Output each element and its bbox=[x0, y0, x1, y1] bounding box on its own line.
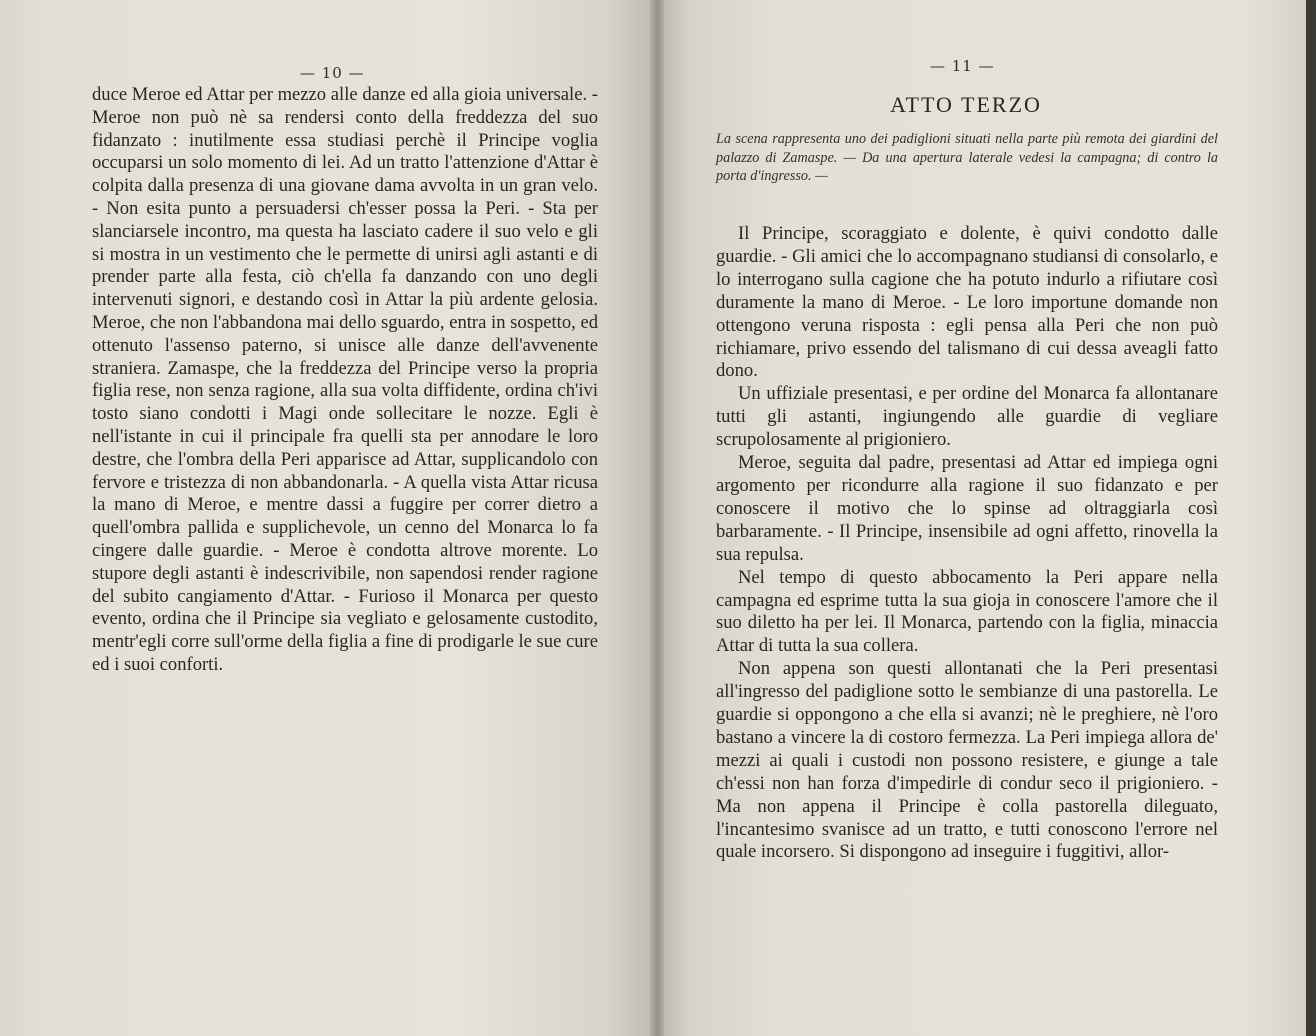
body-text bbox=[716, 223, 1218, 864]
paragraph: Il Principe, scoraggiato e dolente, è quivi condotto dalle guardie. - Gli amici che lo accompagnano studiansi di consolarlo, e lo interrogano sulla cagione che ha potuto indurlo a rifiutare così duramente la mano di Meroe. - Le loro importune domande non ottengono veruna risposta : egli pensa alla Peri che non può richiamare, privo essendo del talismano di cui dessa aveagli fatto dono. bbox=[716, 223, 1218, 382]
body-text bbox=[92, 84, 598, 677]
page-edge bbox=[1306, 0, 1316, 1036]
paragraph: Nel tempo di questo abbocamento la Peri appare nella campagna ed esprime tutta la sua gioja in conoscere l'amore che il suo diletto ha per lei. Il Monarca, partendo con la figlia, minaccia Attar di tutta la sua collera. bbox=[716, 566, 1218, 657]
act-heading: ATTO TERZO bbox=[890, 92, 1042, 117]
paragraph: Meroe, seguita dal padre, presentasi ad Attar ed impiega ogni argomento per ricondurre alla ragione il suo fidanzato e per conoscere il motivo che lo spinse ad oltraggiarla così barbaramente. - Il Principe, insensibile ad ogni affetto, rinovella la sua repulsa. bbox=[716, 452, 1218, 565]
paragraph: duce Meroe ed Attar per mezzo alle danze ed alla gioia universale. - Meroe non può nè sa rendersi conto della freddezza del suo fidanzato : inutilmente essa studiasi perchè il Principe voglia occuparsi un solo momento di lei. Ad un tratto l'attenzione d'Attar è colpita dalla presenza di una giovane dama avvolta in un gran velo. - Non esita punto a persuadersi ch'esser possa la Peri. - Sta per slanciarsele incontro, ma questa ha lasciato cadere il suo velo e gli si mostra in un vestimento che le permette di unirsi agli astanti e di prender parte alla festa, ciò ch'ella fa danzando con uno degli intervenuti signori, e destando così in Attar la più ardente gelosia. Meroe, che non l'abbandona mai dello sguardo, entra in sospetto, ed ottenuto l'assenso paterno, si unisce alle danze dell'avvenente straniera. Zamaspe, che la freddezza del Principe verso la propria figlia rese, non senza ragione, alla sua volta diffidente, ordina ch'ivi tosto siano condotti i Magi onde sollecitare le nozze. Egli è nell'istante in cui il principale fra quelli sta per annodare le loro destre, che l'ombra della Peri apparisce ad Attar, supplicandolo con fervore e tristezza di non abbandonarla. - A quella vista Attar ricusa la mano di Meroe, e mentre dassi a fuggire per correr dietro a quell'ombra pallida e supplichevole, un cenno del Monarca lo fa cingere dalle guardie. - Meroe è condotta altrove morente. Lo stupore degli astanti è indescrivibile, non sapendosi render ragione del subito cangiamento d'Attar. - Furioso il Monarca per questo evento, ordina che il Principe sia vegliato e gelosamente custodito, mentr'egli corre sull'orme della figlia a fine di prodigarle le sue cure ed i suoi conforti. bbox=[92, 84, 598, 675]
paragraph: Un uffiziale presentasi, e per ordine del Monarca fa allontanare tutti gli astanti, ingiungendo alle guardie di vegliare scrupolosamente al prigioniero. bbox=[716, 383, 1218, 451]
stage-direction: La scena rappresenta uno dei padiglioni situati nella parte più remota dei giardini del palazzo di Zamaspe. — Da una apertura laterale vedesi la campagna; di contro la porta d'ingresso. — bbox=[716, 131, 1218, 184]
book-gutter bbox=[650, 0, 664, 1036]
paragraph: Non appena son questi allontanati che la Peri presentasi all'ingresso del padiglione sotto le sembianze di una pastorella. Le guardie si oppongono a che ella si avanzi; nè le preghiere, nè l'oro bastano a vincere la di costoro fermezza. La Peri impiega allora de' mezzi ai quali i custodi non possono resistere, e giunge a tale ch'essi non han forza d'impedirle di condur seco il prigioniero. - Ma non appena il Principe è colla pastorella dileguato, l'incantesimo svanisce ad un tratto, e tutti conoscono l'errore nel quale incorsero. Si dispongono ad inseguire i fuggitivi, allor- bbox=[716, 658, 1218, 863]
page-number: — 10 — bbox=[300, 64, 365, 82]
right-page bbox=[658, 0, 1306, 1036]
page-number: — 11 — bbox=[930, 57, 995, 75]
